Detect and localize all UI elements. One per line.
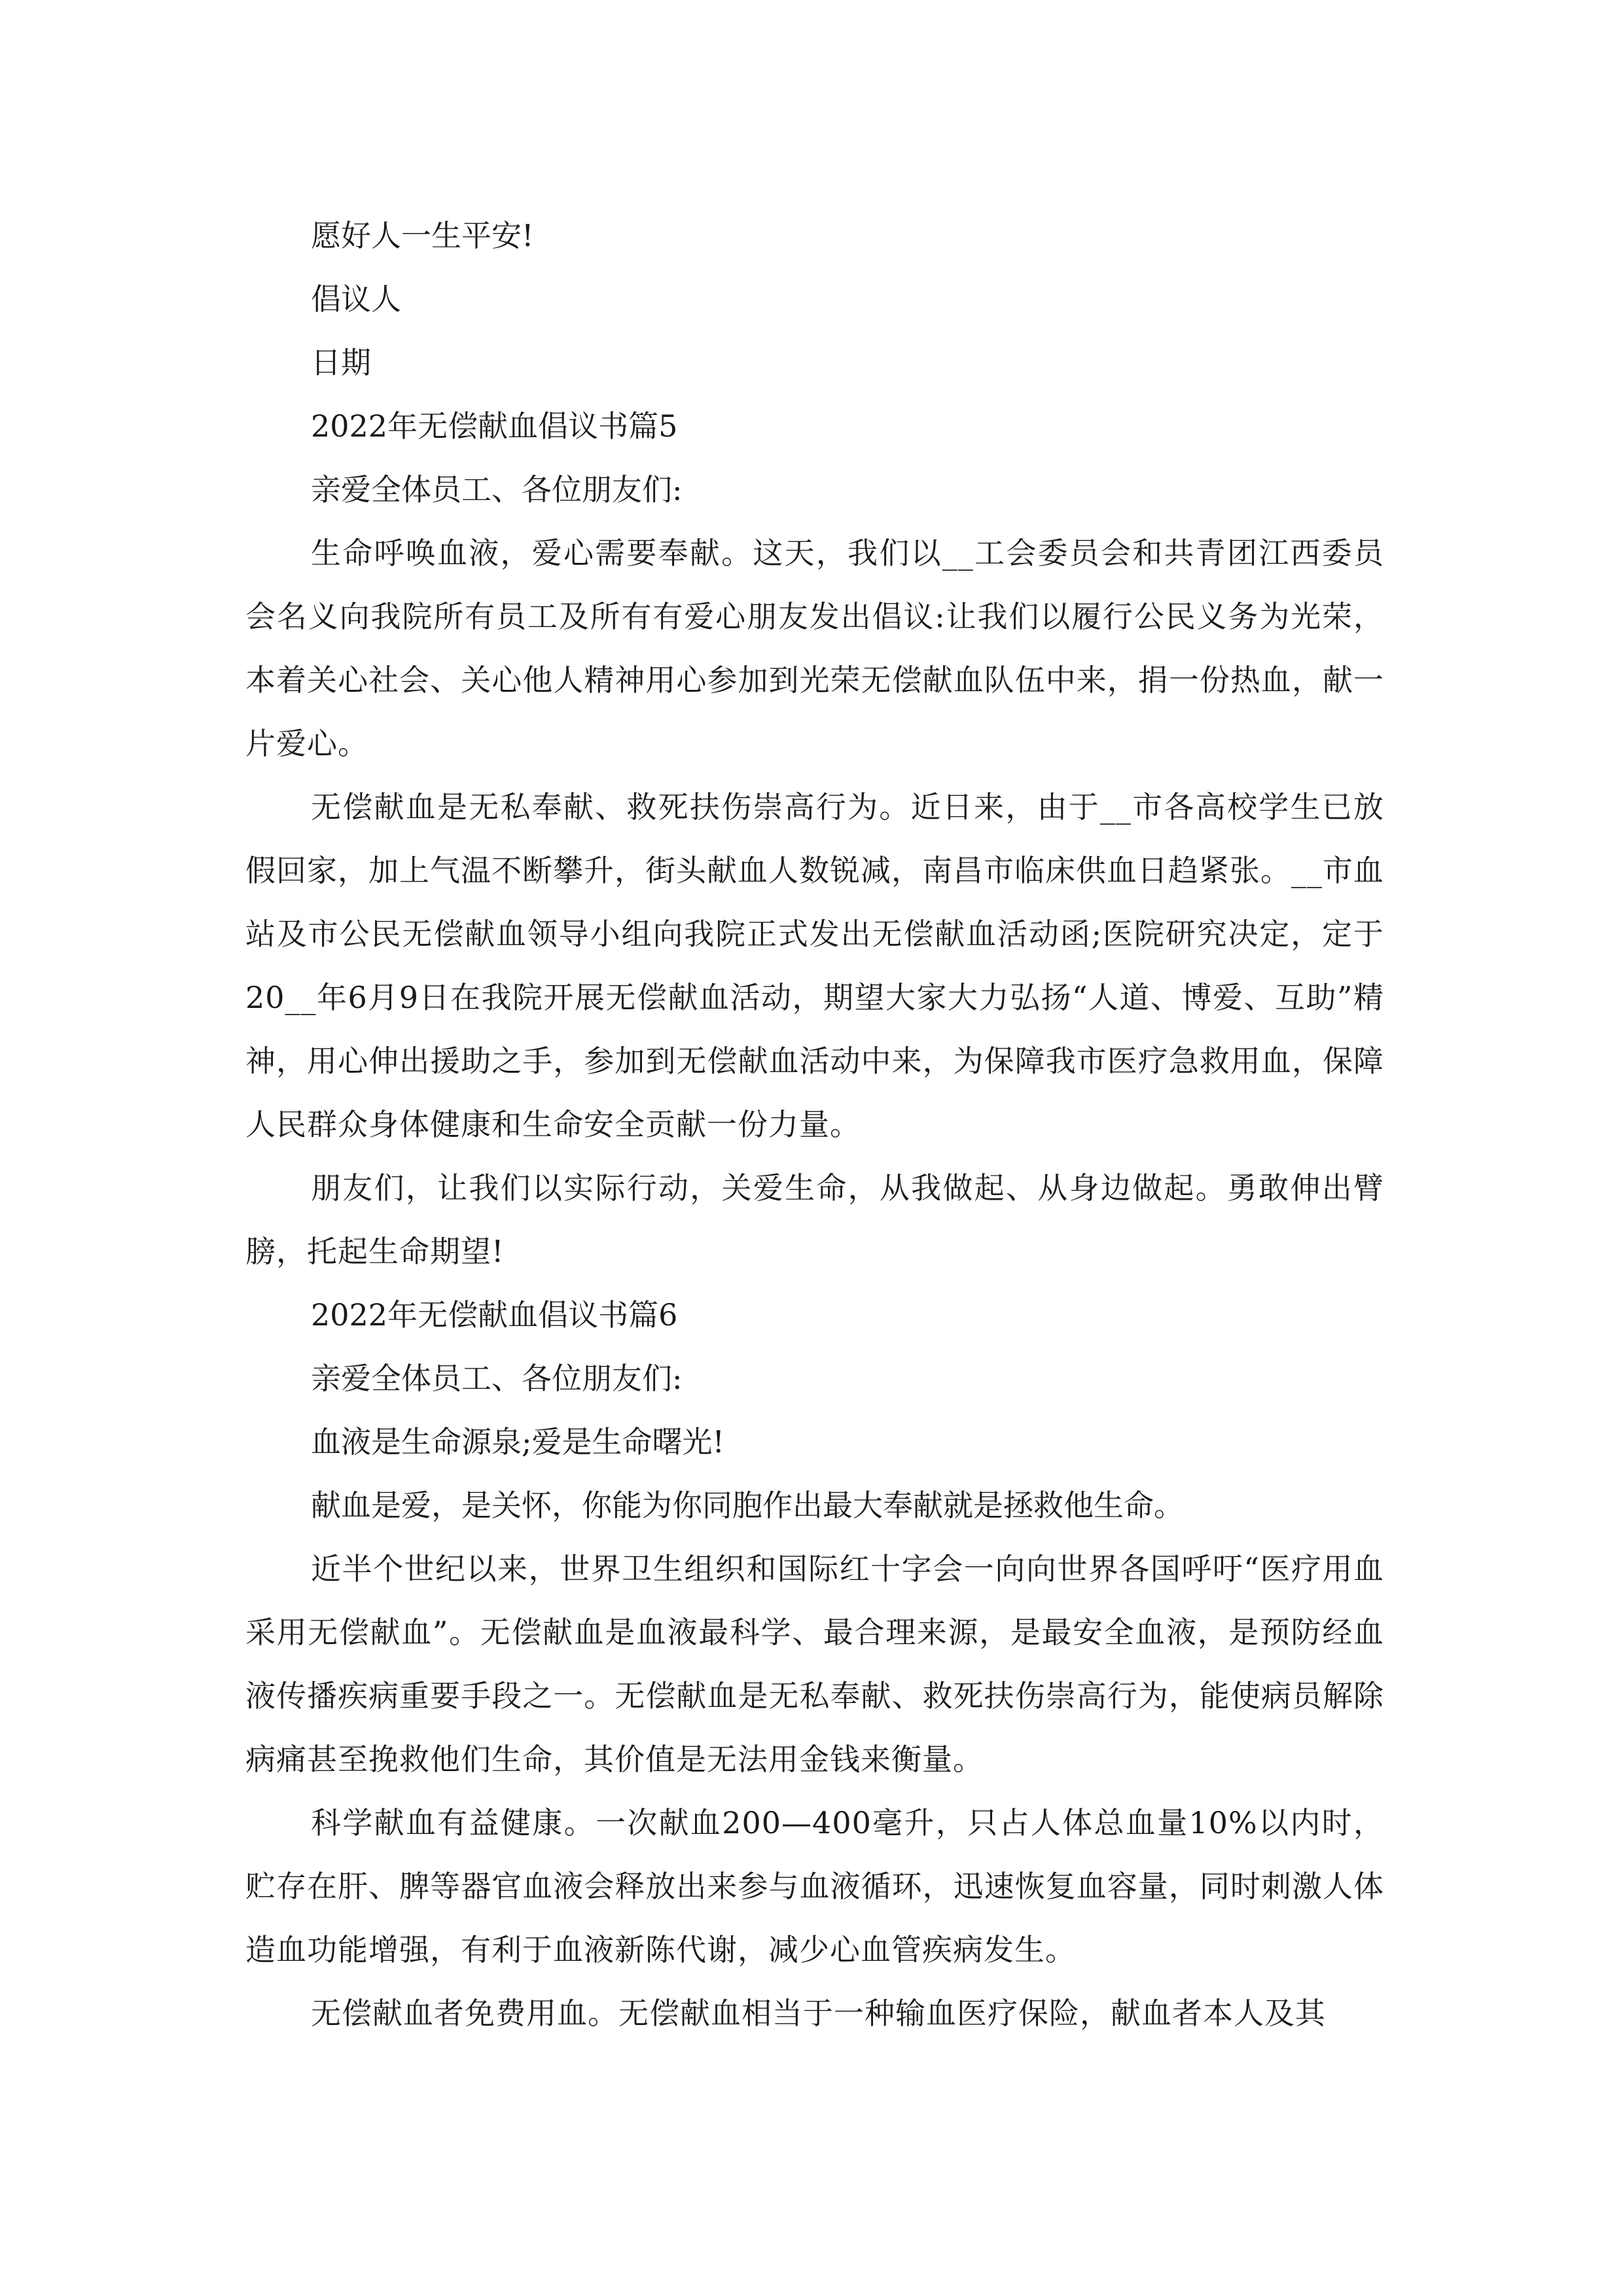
paragraph-who: 近半个世纪以来，世界卫生组织和国际红十字会一向向世界各国呼吁“医疗用血采用无偿献血”。无偿献血是血液最科学、最合理来源，是最安全血液，是预防经血液传播疾病重要手段之一。无偿献血是无私奉献、救死扶伤崇高行为，能使病员解除病痛甚至挽救他们生命，其价值是无法用金钱来衡量。: [245, 1551, 1384, 1777]
salutation-5: 亲爱全体员工、各位朋友们:: [311, 472, 683, 507]
document-body: [245, 204, 1384, 2045]
closing-wish: 愿好人一生平安!: [311, 218, 534, 253]
signature-initiator: 倡议人: [311, 281, 401, 317]
slogan-blood: 血液是生命源泉;爱是生命曙光!: [311, 1424, 724, 1460]
slogan-love: 献血是爱，是关怀，你能为你同胞作出最大奉献就是拯救他生命。: [311, 1488, 1184, 1523]
paragraph-call-to-action: 朋友们，让我们以实际行动，关爱生命，从我做起、从身边做起。勇敢伸出臂膀，托起生命期望!: [245, 1170, 1384, 1269]
paragraph-health: 科学献血有益健康。一次献血200—400毫升，只占人体总血量10%以内时，贮存在肝、脾等器官血液会释放出来参与血液循环，迅速恢复血容量，同时刺激人体造血功能增强，有利于血液新陈代谢，减少心血管疾病发生。: [245, 1805, 1384, 1967]
salutation-6: 亲爱全体员工、各位朋友们:: [311, 1361, 683, 1396]
section-heading-5: 2022年无偿献血倡议书篇5: [311, 408, 678, 444]
section-heading-6: 2022年无偿献血倡议书篇6: [311, 1297, 678, 1333]
paragraph-activity: 无偿献血是无私奉献、救死扶伤崇高行为。近日来，由于__市各高校学生已放假回家，加上气温不断攀升，街头献血人数锐减，南昌市临床供血日趋紧张。__市血站及市公民无偿献血领导小组向我院正式发出无偿献血活动函;医院研究决定，定于20__年6月9日在我院开展无偿献血活动，期望大家大力弘扬“人道、博爱、互助”精神，用心伸出援助之手，参加到无偿献血活动中来，为保障我市医疗急救用血，保障人民群众身体健康和生命安全贡献一份力量。: [245, 789, 1384, 1142]
paragraph-free-blood: 无偿献血者免费用血。无偿献血相当于一种输血医疗保险，献血者本人及其: [311, 1996, 1326, 2031]
signature-date: 日期: [311, 345, 371, 380]
paragraph-appeal: 生命呼唤血液，爱心需要奉献。这天，我们以__工会委员会和共青团江西委员会名义向我院所有员工及所有有爱心朋友发出倡议:让我们以履行公民义务为光荣，本着关心社会、关心他人精神用心参加到光荣无偿献血队伍中来，捐一份热血，献一片爱心。: [245, 535, 1384, 761]
